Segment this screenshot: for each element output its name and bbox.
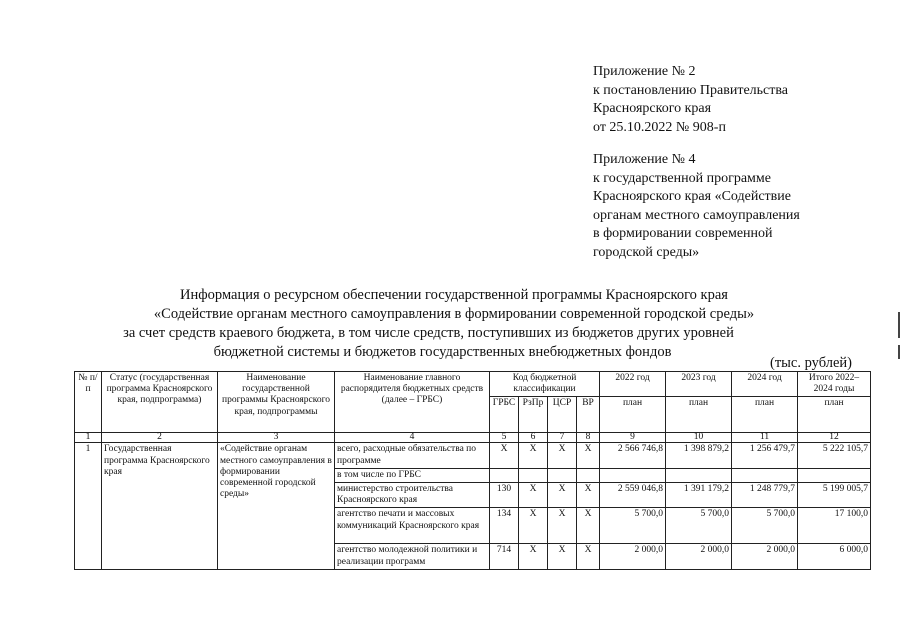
col-number: 7 — [548, 433, 577, 443]
header-csr: ЦСР — [548, 397, 577, 433]
value-2024: 1 248 779,7 — [732, 483, 798, 508]
appendix-line: в формировании современной — [593, 226, 773, 241]
csr-code: X — [548, 443, 577, 468]
appendix-line: к государственной программе — [593, 170, 771, 186]
header-row — [75, 372, 871, 397]
col-number: 3 — [218, 433, 335, 443]
col-number: 1 — [75, 433, 102, 443]
row-num: 1 — [75, 443, 102, 569]
appendix-line: Приложение № 4 — [593, 152, 696, 167]
scan-edge-mark — [898, 312, 900, 338]
rzpr-code: X — [519, 544, 548, 569]
header-program-name: Наименование государственной программы Красноярского края, подпрограммы — [218, 372, 335, 433]
col-number: 12 — [798, 433, 871, 443]
csr-code: X — [548, 483, 577, 508]
grbs-name: министерство строительства Красноярского края — [335, 483, 490, 508]
header-plan: план — [666, 397, 732, 433]
title-line: «Содействие органам местного самоуправления в формировании современной городской среды» — [153, 306, 755, 322]
grbs-name: агентство печати и массовых коммуникаций Красноярского края — [335, 508, 490, 544]
rzpr-code: X — [519, 508, 548, 544]
grbs-code: 130 — [490, 483, 519, 508]
rzpr-code — [519, 468, 548, 482]
value-2023 — [666, 468, 732, 482]
appendix-line: к постановлению Правительства — [593, 82, 789, 98]
scan-edge-mark — [898, 345, 900, 359]
vr-code: X — [577, 443, 600, 468]
rzpr-code: X — [519, 443, 548, 468]
header-grbs-name: Наименование главного распорядителя бюджетных средств (далее – ГРБС) — [335, 372, 490, 433]
grbs-code: 134 — [490, 508, 519, 544]
header-plan: план — [732, 397, 798, 433]
value-2022: 2 559 046,8 — [600, 483, 666, 508]
value-2022: 5 700,0 — [600, 508, 666, 544]
vr-code: X — [577, 544, 600, 569]
col-number: 10 — [666, 433, 732, 443]
appendix-line: органам местного самоуправления — [593, 207, 800, 223]
grbs-name: в том числе по ГРБС — [335, 468, 490, 482]
col-number: 4 — [335, 433, 490, 443]
value-total: 5 199 005,7 — [798, 483, 871, 508]
value-2024: 5 700,0 — [732, 508, 798, 544]
value-2023: 1 398 879,2 — [666, 443, 732, 468]
header-grbs: ГРБС — [490, 397, 519, 433]
resource-table — [74, 371, 871, 570]
vr-code: X — [577, 483, 600, 508]
csr-code: X — [548, 508, 577, 544]
grbs-code — [490, 468, 519, 482]
grbs-code: 714 — [490, 544, 519, 569]
value-2023: 5 700,0 — [666, 508, 732, 544]
value-2022: 2 566 746,8 — [600, 443, 666, 468]
col-number: 11 — [732, 433, 798, 443]
vr-code: X — [577, 508, 600, 544]
col-number: 9 — [600, 433, 666, 443]
csr-code — [548, 468, 577, 482]
value-2024: 1 256 479,7 — [732, 443, 798, 468]
appendix-line: Красноярского края «Содействие — [593, 189, 791, 204]
title-line: за счет средств краевого бюджета, в том числе средств, поступивших из бюджетов других уровней — [123, 325, 734, 341]
header-vr: ВР — [577, 397, 600, 433]
table-row — [75, 443, 871, 468]
value-2022 — [600, 468, 666, 482]
header-rzpr: РзПр — [519, 397, 548, 433]
value-2024: 2 000,0 — [732, 544, 798, 569]
value-total: 6 000,0 — [798, 544, 871, 569]
vr-code — [577, 468, 600, 482]
header-2023: 2023 год — [666, 372, 732, 397]
appendix-line: от 25.10.2022 № 908-п — [593, 119, 726, 135]
appendix-line: Красноярского края — [593, 101, 712, 116]
header-plan: план — [600, 397, 666, 433]
column-number-row — [75, 433, 871, 443]
value-total — [798, 468, 871, 482]
col-number: 8 — [577, 433, 600, 443]
header-2022: 2022 год — [600, 372, 666, 397]
document-title — [0, 286, 903, 362]
value-total: 17 100,0 — [798, 508, 871, 544]
value-2022: 2 000,0 — [600, 544, 666, 569]
col-number: 2 — [102, 433, 218, 443]
grbs-name: агентство молодежной политики и реализации программ — [335, 544, 490, 569]
csr-code: X — [548, 544, 577, 569]
header-status: Статус (государственная программа Красноярского края, подпрограмма) — [102, 372, 218, 433]
grbs-code: X — [490, 443, 519, 468]
row-program-name: «Содействие органам местного самоуправления в формировании современной городской среды» — [218, 443, 335, 569]
rzpr-code: X — [519, 483, 548, 508]
grbs-name: всего, расходные обязательства по программе — [335, 443, 490, 468]
header-num: № п/п — [75, 372, 102, 433]
value-2023: 2 000,0 — [666, 544, 732, 569]
value-total: 5 222 105,7 — [798, 443, 871, 468]
row-status: Государственная программа Красноярского края — [102, 443, 218, 569]
col-number: 6 — [519, 433, 548, 443]
header-code-group: Код бюджетной классификации — [490, 372, 600, 397]
appendix-2-header — [593, 63, 788, 137]
title-line: Информация о ресурсном обеспечении государственной программы Красноярского края — [180, 287, 728, 303]
value-2024 — [732, 468, 798, 482]
appendix-4-header — [593, 151, 800, 262]
header-total: Итого 2022–2024 годы — [798, 372, 871, 397]
value-2023: 1 391 179,2 — [666, 483, 732, 508]
header-plan: план — [798, 397, 871, 433]
units-label: (тыс. рублей) — [770, 355, 852, 371]
col-number: 5 — [490, 433, 519, 443]
header-2024: 2024 год — [732, 372, 798, 397]
title-line: бюджетной системы и бюджетов государственных внебюджетных фондов — [213, 344, 672, 360]
appendix-line: городской среды» — [593, 244, 700, 260]
appendix-line: Приложение № 2 — [593, 64, 696, 79]
